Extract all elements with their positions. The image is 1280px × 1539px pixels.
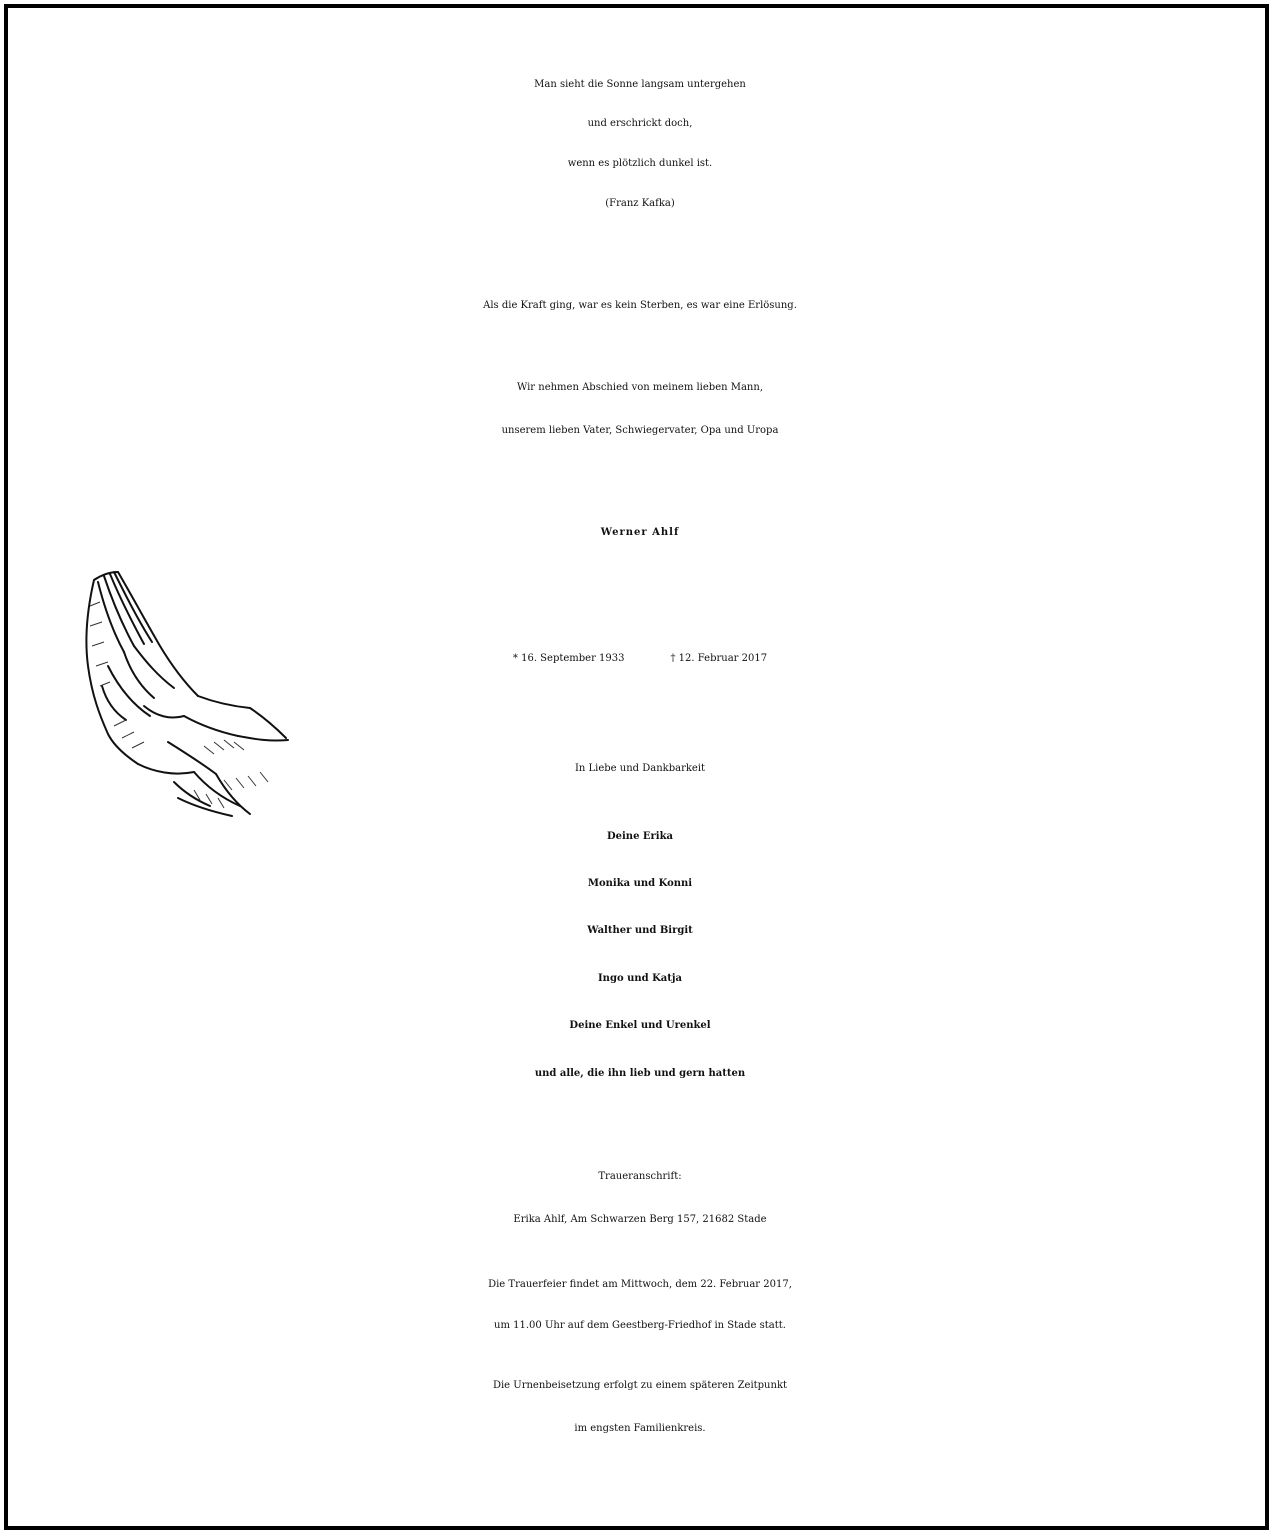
mourner-name: Deine Erika: [606, 831, 674, 842]
mourner-name: Walther und Birgit: [587, 925, 693, 936]
funeral-line-2: um 11.00 Uhr auf dem Geestberg-Friedhof in Stade statt.: [494, 1320, 786, 1331]
funeral-line-1: Die Trauerfeier findet am Mittwoch, dem 22. Februar 2017,: [488, 1279, 792, 1290]
quote-line-3: wenn es plötzlich dunkel ist.: [567, 158, 713, 169]
intro-line-1: Als die Kraft ging, war es kein Sterben, es war eine Erlösung.: [483, 300, 797, 311]
life-dates: [0, 654, 1280, 664]
quote-line-2: und erschrickt doch,: [587, 118, 693, 129]
intro-line-3: unserem lieben Vater, Schwiegervater, Opa und Uropa: [501, 425, 779, 436]
mourner-name: und alle, die ihn lieb und gern hatten: [534, 1068, 746, 1079]
death-date: † 12. Februar 2017: [670, 653, 768, 664]
burial-line-1: Die Urnenbeisetzung erfolgt zu einem späteren Zeitpunkt: [492, 1380, 788, 1391]
mourning-address-label: Traueranschrift:: [598, 1171, 682, 1182]
mourning-address: Erika Ahlf, Am Schwarzen Berg 157, 21682 Stade: [513, 1214, 767, 1225]
mourner-name: Ingo und Katja: [598, 973, 682, 984]
burial-line-2: im engsten Familienkreis.: [574, 1423, 706, 1434]
praying-hands-icon: [74, 566, 294, 828]
mourners-heading: In Liebe und Dankbarkeit: [574, 763, 706, 774]
quote-line-1: Man sieht die Sonne langsam untergehen: [534, 79, 746, 90]
deceased-name: Werner Ahlf: [600, 527, 680, 538]
quote-author: (Franz Kafka): [605, 198, 675, 209]
mourner-name: Monika und Konni: [587, 878, 693, 889]
mourner-name: Deine Enkel und Urenkel: [569, 1020, 711, 1031]
birth-date: * 16. September 1933: [512, 653, 625, 664]
intro-line-2: Wir nehmen Abschied von meinem lieben Mann,: [517, 382, 763, 393]
